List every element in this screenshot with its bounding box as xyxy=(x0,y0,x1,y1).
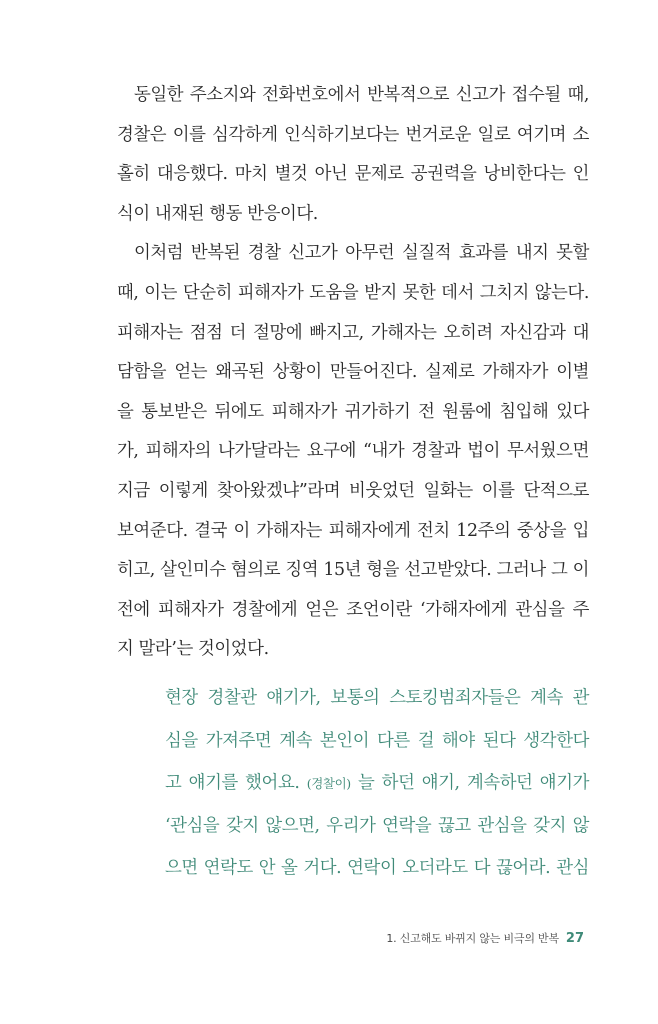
quote-line: ‘관심을 갖지 않으면, 우리가 연락을 끊고 관심을 갖지 않 xyxy=(165,815,589,836)
body-line: 전에 피해자가 경찰에게 얻은 조언이란 ‘가해자에게 관심을 주 xyxy=(117,599,589,620)
chapter-title: 1. 신고해도 바뀌지 않는 비극의 반복 xyxy=(386,932,559,945)
body-line: 지금 이렇게 찾아왔겠냐”라며 비웃었던 일화는 이를 단적으로 xyxy=(117,480,589,501)
body-text xyxy=(117,76,589,670)
quote-line: 심을 가져주면 계속 본인이 다른 걸 해야 된다 생각한다 xyxy=(165,730,589,751)
page-footer xyxy=(386,926,584,948)
quote-line xyxy=(165,762,589,805)
body-line: 경찰은 이를 심각하게 인식하기보다는 번거로운 일로 여기며 소 xyxy=(117,124,589,145)
body-line: 동일한 주소지와 전화번호에서 반복적으로 신고가 접수될 때, xyxy=(134,85,589,105)
body-line: 지 말라’는 것이었다. xyxy=(117,639,269,660)
body-line: 이처럼 반복된 경찰 신고가 아무런 실질적 효과를 내지 못할 xyxy=(134,243,589,264)
page-number: 27 xyxy=(565,931,584,946)
quote-text: 늘 하던 얘기, 계속하던 얘기가 xyxy=(350,773,590,793)
quote-line: 으면 연락도 안 올 거다. 연락이 오더라도 다 끊어라. 관심 xyxy=(165,858,589,878)
body-line: 히고, 살인미수 혐의로 징역 15년 형을 선고받았다. 그러나 그 이 xyxy=(117,560,589,581)
body-line: 가, 피해자의 나가달라는 요구에 “내가 경찰과 법이 무서웠으면 xyxy=(117,441,589,462)
body-line: 담함을 얻는 왜곡된 상황이 만들어진다. 실제로 가해자가 이별 xyxy=(117,362,589,383)
body-line: 을 통보받은 뒤에도 피해자가 귀가하기 전 원룸에 침입해 있다 xyxy=(117,401,589,422)
quote-line: 현장 경찰관 얘기가, 보통의 스토킹범죄자들은 계속 관 xyxy=(165,688,589,708)
interview-quote xyxy=(165,677,589,890)
quote-text: 고 얘기를 했어요. xyxy=(165,773,307,793)
body-line: 보여준다. 결국 이 가해자는 피해자에게 전치 12주의 중상을 입 xyxy=(117,520,589,541)
body-line: 때, 이는 단순히 피해자가 도움을 받지 못한 데서 그치지 않는다. xyxy=(117,282,589,303)
body-line: 식이 내재된 행동 반응이다. xyxy=(117,203,318,224)
body-line: 홀히 대응했다. 마치 별것 아닌 문제로 공권력을 낭비한다는 인 xyxy=(117,164,589,185)
quote-annotation: (경찰이) xyxy=(306,776,351,791)
body-line: 피해자는 점점 더 절망에 빠지고, 가해자는 오히려 자신감과 대 xyxy=(117,322,589,343)
